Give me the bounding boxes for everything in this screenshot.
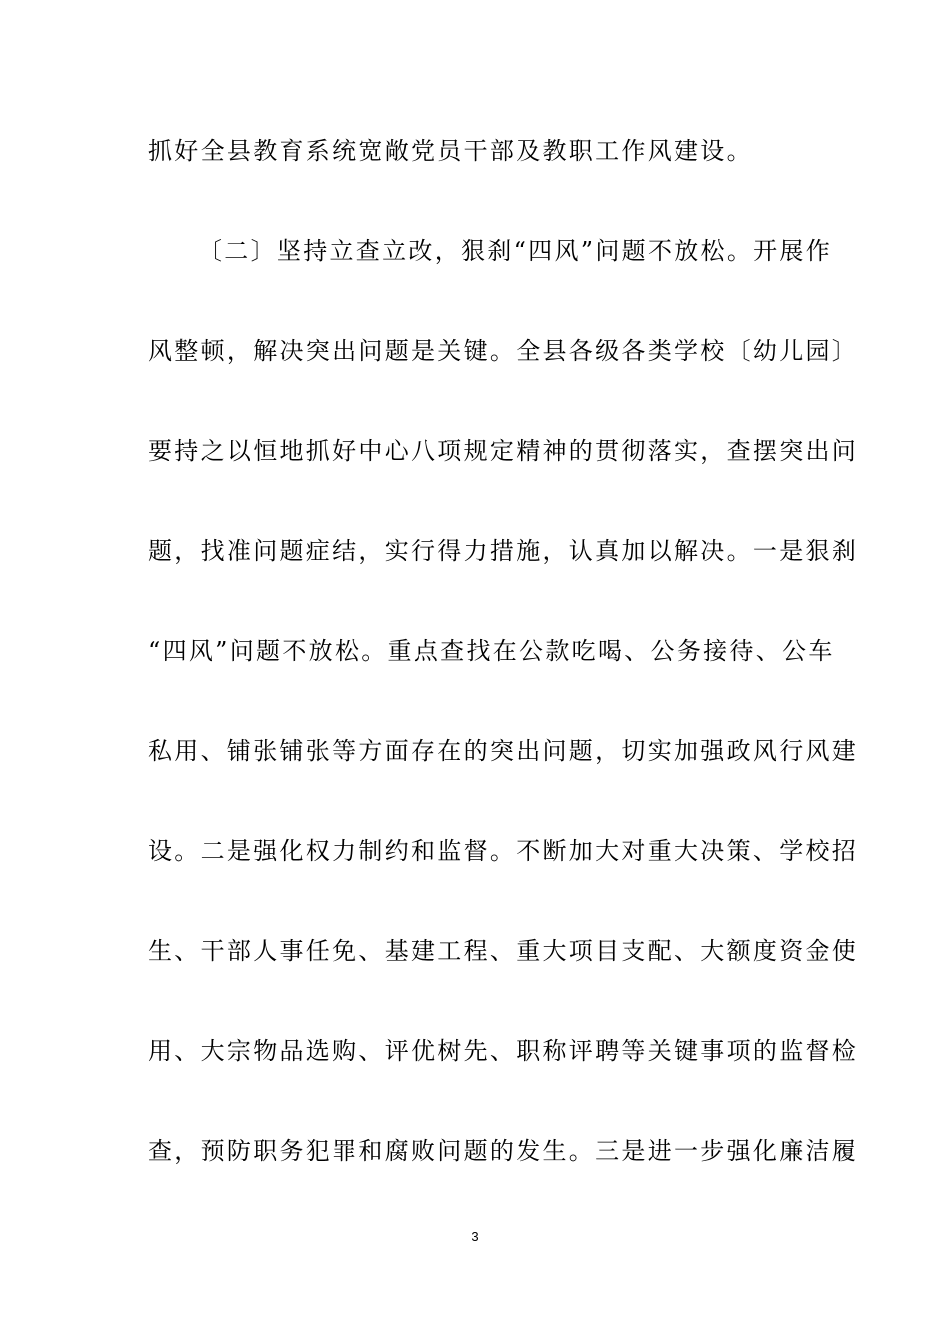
paragraph-line-9: 生、干部人事任免、基建工程、重大项目支配、大额度资金使: [148, 937, 859, 965]
paragraph-line-3: 风整顿，解决突出问题是关键。全县各级各类学校〔幼儿园〕: [148, 337, 859, 365]
paragraph-line-11: 查，预防职务犯罪和腐败问题的发生。三是进一步强化廉洁履: [148, 1137, 859, 1165]
paragraph-line-5: 题，找准问题症结，实行得力措施，认真加以解决。一是狠刹: [148, 537, 859, 565]
paragraph-line-4: 要持之以恒地抓好中心八项规定精神的贯彻落实，查摆突出问: [148, 437, 859, 465]
paragraph-line-7: 私用、铺张铺张等方面存在的突出问题，切实加强政风行风建: [148, 737, 859, 765]
paragraph-line-2: 〔二〕坚持立查立改，狠刹“四风”问题不放松。开展作: [198, 237, 833, 265]
paragraph-line-10: 用、大宗物品选购、评优树先、职称评聘等关键事项的监督检: [148, 1037, 859, 1065]
paragraph-line-1: 抓好全县教育系统宽敞党员干部及教职工作风建设。: [148, 137, 753, 165]
paragraph-line-6: “四风”问题不放松。重点查找在公款吃喝、公务接待、公车: [148, 637, 835, 665]
page-number: 3: [471, 1229, 479, 1244]
paragraph-line-8: 设。二是强化权力制约和监督。不断加大对重大决策、学校招: [148, 837, 859, 865]
